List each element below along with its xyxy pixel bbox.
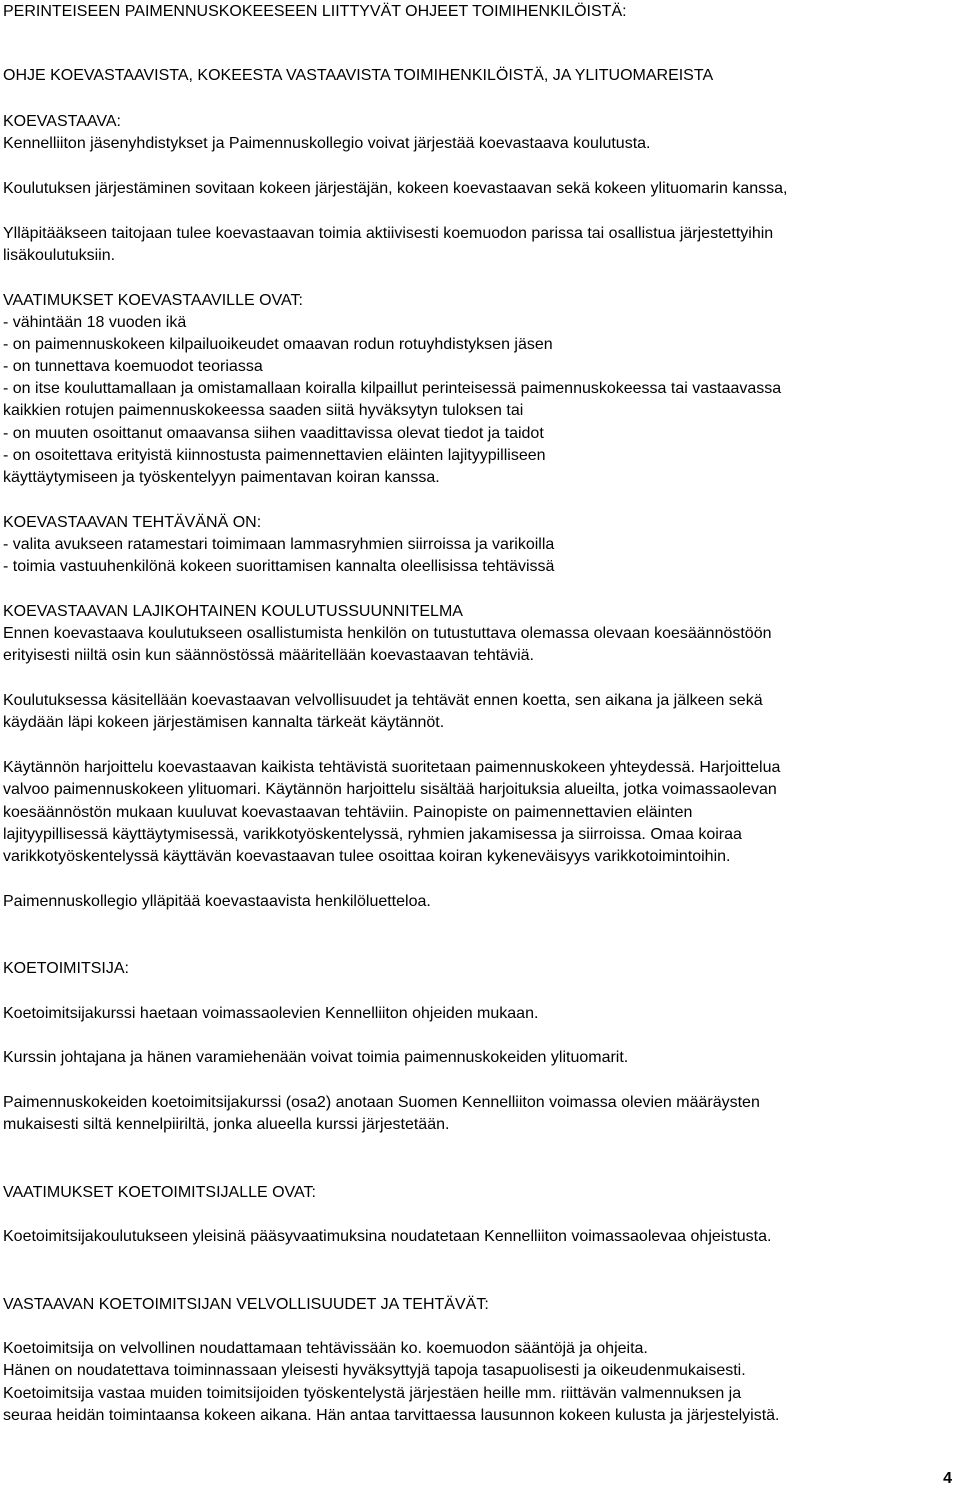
paragraph-line: Hänen on noudatettava toiminnassaan yleisesti hyväksyttyjä tapoja tasapuolisesti ja oikeudenmukaisesti. bbox=[3, 1362, 746, 1379]
paragraph-line: Koulutuksessa käsitellään koevastaavan velvollisuudet ja tehtävät ennen koetta, sen aikana ja jälkeen sekä bbox=[3, 692, 763, 709]
list-item: - on itse kouluttamallaan ja omistamallaan koiralla kilpaillut perinteisessä paimennuskokeessa tai vastaavassa bbox=[3, 380, 782, 397]
heading-koetoimitsija: KOETOIMITSIJA: bbox=[3, 960, 129, 977]
paragraph-line: Koulutuksen järjestäminen sovitaan kokeen järjestäjän, kokeen koevastaavan sekä kokeen ylituomarin kanssa, bbox=[3, 180, 788, 197]
paragraph-line: seuraa heidän toimintaansa kokeen aikana. Hän antaa tarvittaessa lausunnon kokeen kulusta ja järjestelyistä. bbox=[3, 1407, 780, 1424]
paragraph-line: Käytännön harjoittelu koevastaavan kaikista tehtävistä suoritetaan paimennuskokeen yhteydessä. Harjoittelua bbox=[3, 759, 781, 776]
paragraph-line: käydään läpi kokeen järjestämisen kannalta tärkeät käytännöt. bbox=[3, 714, 445, 731]
paragraph-line: Koetoimitsija vastaa muiden toimitsijoiden työskentelystä järjestäen heille mm. riittävän valmennuksen ja bbox=[3, 1385, 742, 1402]
page-number: 4 bbox=[943, 1470, 952, 1487]
list-item: - vähintään 18 vuoden ikä bbox=[3, 314, 187, 331]
paragraph-line: valvoo paimennuskokeen ylituomari. Käytännön harjoittelu sisältää harjoituksia alueilta, jotka voimassaolevan bbox=[3, 781, 777, 798]
list-item: - on muuten osoittanut omaavansa siihen vaadittavissa olevat tiedot ja taidot bbox=[3, 425, 544, 442]
paragraph-line: lajityypillisessä käyttäytymisessä, varikkotyöskentelyssä, ryhmien jakamisessa ja siirroissa. Omaa koiraa bbox=[3, 826, 742, 843]
heading-koevastaava: KOEVASTAAVA: bbox=[3, 113, 121, 130]
list-item: - on paimennuskokeen kilpailuoikeudet omaavan rodun rotuyhdistyksen jäsen bbox=[3, 336, 553, 353]
paragraph-line: lisäkoulutuksiin. bbox=[3, 247, 116, 264]
paragraph-line: erityisesti niiltä osin kun säännöstössä määritellään koevastaavan tehtäviä. bbox=[3, 647, 534, 664]
paragraph-line: mukaisesti siltä kennelpiiriltä, jonka alueella kurssi järjestetään. bbox=[3, 1116, 450, 1133]
list-item: - on osoitettava erityistä kiinnostusta paimennettavien eläinten lajityypilliseen bbox=[3, 447, 546, 464]
paragraph-line: Ennen koevastaava koulutukseen osallistumista henkilön on tutustuttava olemassa olevaan koesäännöstöön bbox=[3, 625, 772, 642]
paragraph-line: Koetoimitsijakoulutukseen yleisinä pääsyvaatimuksina noudatetaan Kennelliiton voimassaolevaa ohjeistusta. bbox=[3, 1228, 772, 1245]
paragraph-line: Koetoimitsija on velvollinen noudattamaan tehtävissään ko. koemuodon sääntöjä ja ohjeita. bbox=[3, 1340, 648, 1357]
list-item: - toimia vastuuhenkilönä kokeen suorittamisen kannalta oleellisissa tehtävissä bbox=[3, 558, 555, 575]
list-item: - on tunnettava koemuodot teoriassa bbox=[3, 358, 263, 375]
page-title: PERINTEISEEN PAIMENNUSKOKEESEEN LIITTYVÄT OHJEET TOIMIHENKILÖISTÄ: bbox=[3, 3, 627, 20]
heading-duties: KOEVASTAAVAN TEHTÄVÄNÄ ON: bbox=[3, 514, 262, 531]
paragraph-line: Kurssin johtajana ja hänen varamiehenään voivat toimia paimennuskokeiden ylituomarit. bbox=[3, 1049, 629, 1066]
heading-koetoimitsija-requirements: VAATIMUKSET KOETOIMITSIJALLE OVAT: bbox=[3, 1184, 316, 1201]
document-subtitle: OHJE KOEVASTAAVISTA, KOKEESTA VASTAAVISTA TOIMIHENKILÖISTÄ, JA YLITUOMAREISTA bbox=[3, 67, 714, 84]
paragraph-line: Ylläpitääkseen taitojaan tulee koevastaavan toimia aktiivisesti koemuodon parissa tai osallistua järjestettyihin bbox=[3, 225, 774, 242]
list-item: kaikkien rotujen paimennuskokeessa saaden siitä hyväksytyn tuloksen tai bbox=[3, 402, 524, 419]
heading-training: KOEVASTAAVAN LAJIKOHTAINEN KOULUTUSSUUNNITELMA bbox=[3, 603, 463, 620]
paragraph-line: Paimennuskollegio ylläpitää koevastaavista henkilöluetteloa. bbox=[3, 893, 431, 910]
list-item: käyttäytymiseen ja työskentelyyn paimentavan koiran kanssa. bbox=[3, 469, 440, 486]
paragraph-line: Kennelliiton jäsenyhdistykset ja Paimennuskollegio voivat järjestää koevastaava koulutusta. bbox=[3, 135, 651, 152]
list-item: - valita avukseen ratamestari toimimaan lammasryhmien siirroissa ja varikoilla bbox=[3, 536, 555, 553]
paragraph-line: varikkotyöskentelyssä käyttävän koevastaavan tulee osoittaa koiran kykeneväisyys varikkotoimintoihin. bbox=[3, 848, 731, 865]
paragraph-line: koesäännöstön mukaan kuuluvat koevastaavan tehtäviin. Painopiste on paimennettavien eläinten bbox=[3, 804, 693, 821]
heading-requirements: VAATIMUKSET KOEVASTAAVILLE OVAT: bbox=[3, 292, 303, 309]
paragraph-line: Paimennuskokeiden koetoimitsijakurssi (osa2) anotaan Suomen Kennelliiton voimassa olevien määräysten bbox=[3, 1094, 760, 1111]
paragraph-line: Koetoimitsijakurssi haetaan voimassaolevien Kennelliiton ohjeiden mukaan. bbox=[3, 1005, 539, 1022]
heading-koetoimitsija-duties: VASTAAVAN KOETOIMITSIJAN VELVOLLISUUDET JA TEHTÄVÄT: bbox=[3, 1296, 489, 1313]
